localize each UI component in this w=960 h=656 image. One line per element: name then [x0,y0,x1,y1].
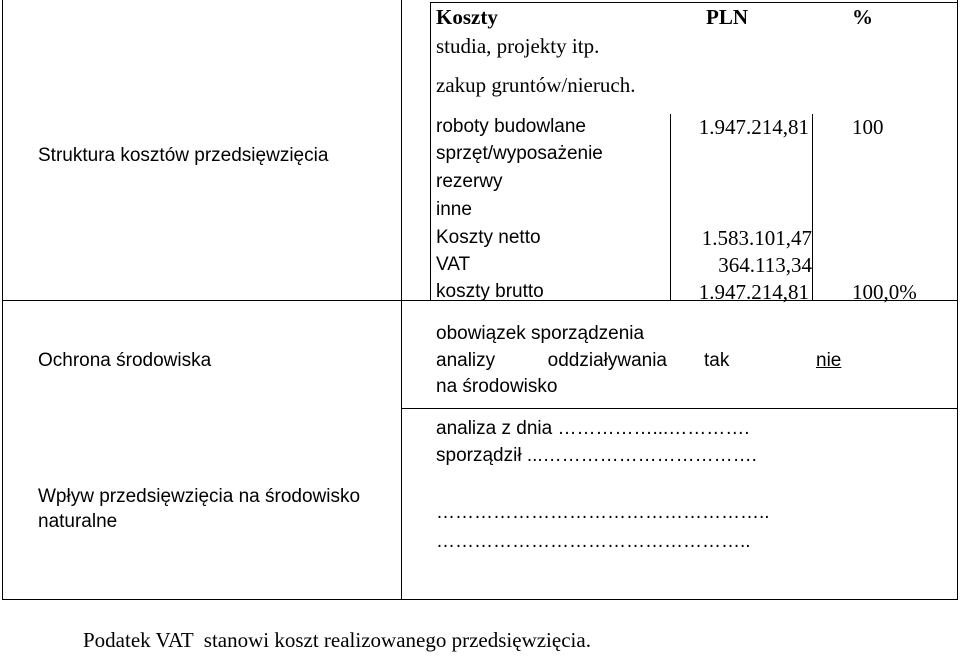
cost-row-label: inne [436,199,472,220]
cost-row-label: zakup gruntów/nieruch. [436,73,636,97]
costs-left-border [430,2,431,300]
costs-header-pln: PLN [706,5,748,29]
cost-row-label: Koszty netto [436,227,541,248]
section-wplyw-line-1: Wpływ przedsięwzięcia na środowisko [38,486,361,507]
cost-row-label: koszty brutto [436,281,544,302]
ochrona-word-analizy: analizy [436,350,496,371]
table-border-bottom [2,599,958,600]
footer-note: Podatek VAT stanowi koszt realizowanego przedsięwzięcia. [83,628,591,652]
ochrona-text-line-3: na środowisko [436,376,558,397]
row-divider-ochrona [401,408,958,409]
costs-col-divider-1 [670,114,671,300]
cost-row-pln: 1.947.214,81 [698,280,809,304]
costs-col-divider-2 [812,114,813,300]
costs-header-koszty: Koszty [436,5,498,29]
section-ochrona-srodowiska: Ochrona środowiska [38,350,212,371]
cost-row-percent: 100 [852,115,884,139]
cost-row-label: studia, projekty itp. [436,34,600,58]
costs-top-border [430,2,958,3]
cost-row-percent: 100,0% [852,280,917,304]
dots-line-2: ………………………………………….. [436,531,751,552]
section-struktura-kosztow: Struktura kosztów przedsięwzięcia [38,145,329,166]
cost-row-label: rezerwy [436,171,503,192]
costs-header-percent: % [852,5,873,29]
cost-row-label: VAT [436,254,471,275]
ochrona-word-oddzialywania: oddziaływania [547,350,667,371]
analiza-z-dnia: analiza z dnia ……………...…………. [436,418,750,439]
sporzadzil: sporządził ...……………………………. [436,445,757,466]
ochrona-text-line-2 [436,351,667,370]
cost-row-pln: 364.113,34 [718,253,812,277]
ochrona-text-line-1: obowiązek sporządzenia [436,323,645,344]
section-wplyw-line-2: naturalne [38,511,118,532]
cost-row-label: roboty budowlane [436,116,586,137]
option-nie: nie [816,350,842,371]
option-tak: tak [704,350,730,371]
cost-row-pln: 1.947.214,81 [698,115,809,139]
cost-row-label: sprzęt/wyposażenie [436,143,603,164]
cost-row-pln: 1.583.101,47 [701,226,812,250]
dots-line-1: …………………………………………….. [436,502,770,523]
